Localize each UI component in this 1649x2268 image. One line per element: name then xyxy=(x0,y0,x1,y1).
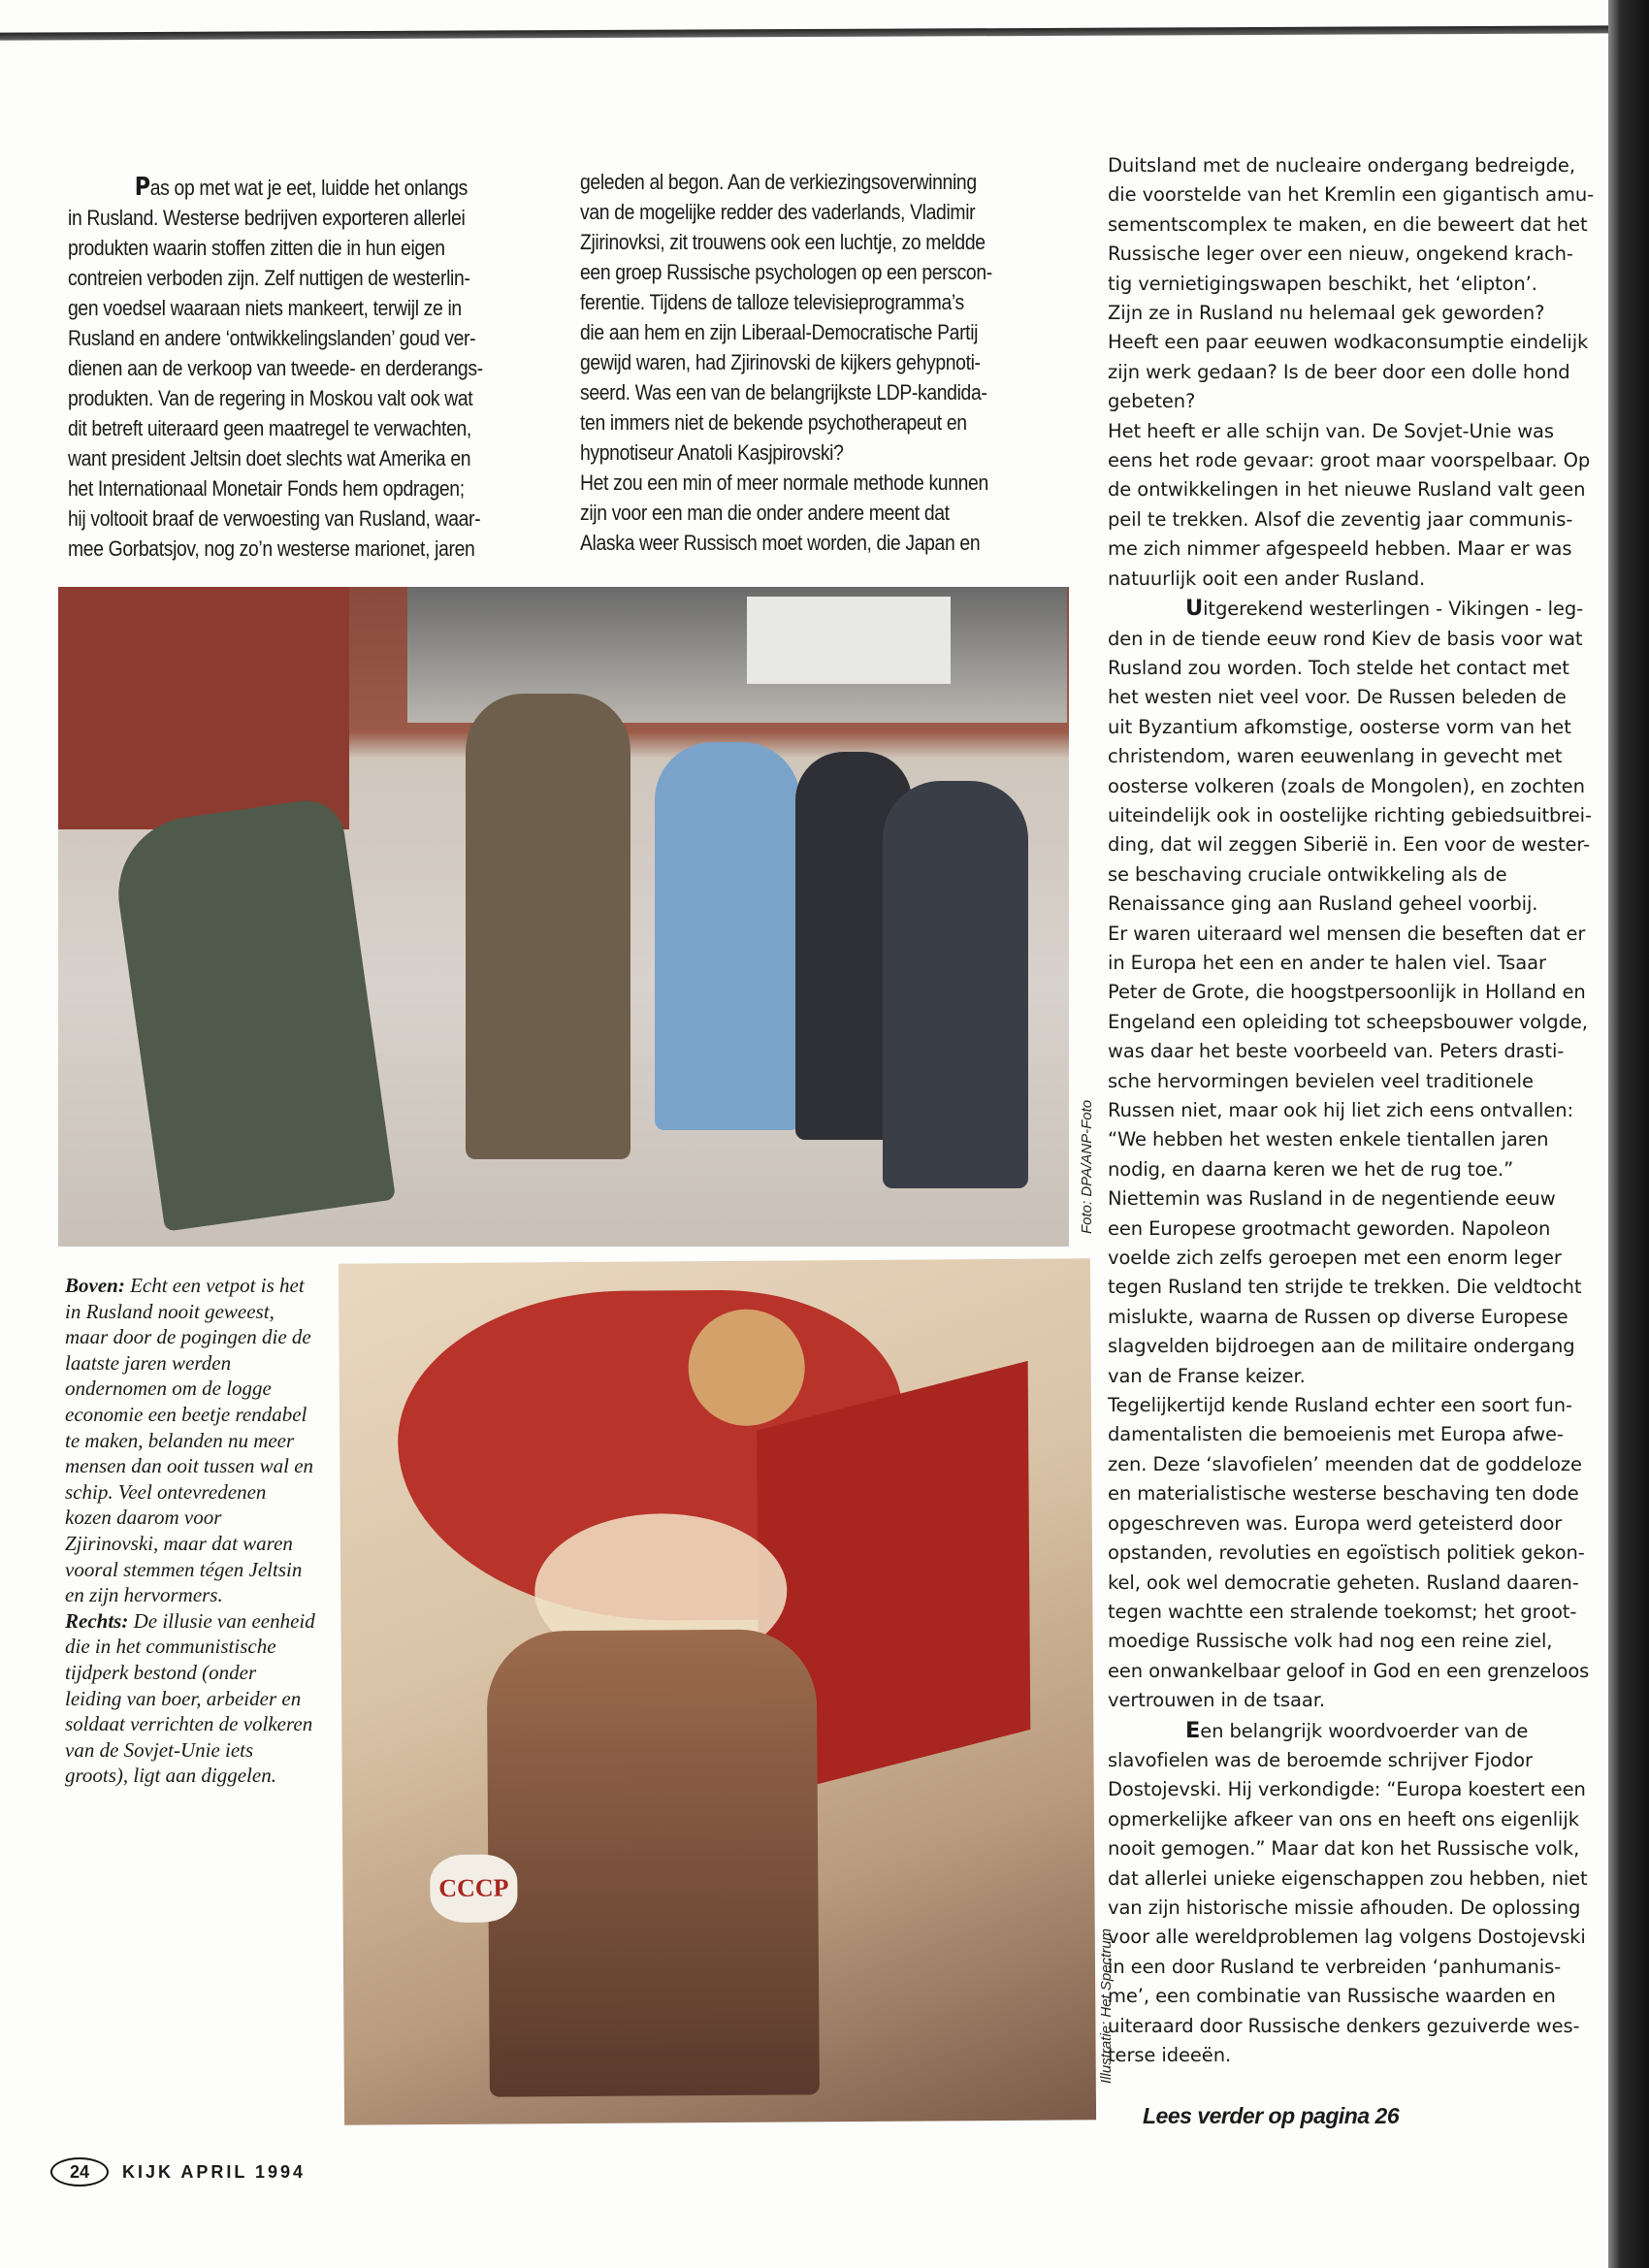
text-line: slagvelden bijdroegen aan de militaire ondergang xyxy=(1108,1335,1575,1358)
text-line xyxy=(1108,1716,1612,1746)
text-line: eens het rode gevaar: groot maar voorspelbaar. Op xyxy=(1108,449,1591,472)
page-footer xyxy=(50,2157,306,2187)
text-line: me zich nimmer afgespeeld hebben. Maar er was xyxy=(1108,537,1572,561)
text-line-rest: en belangrijk woordvoerder van de xyxy=(1200,1719,1529,1742)
text-line: dit betreft uiteraard geen maatregel te verwachten, xyxy=(68,416,471,440)
text-line: gen voedsel waaraan niets mankeert, terwijl ze in xyxy=(68,296,462,320)
text-line: natuurlijk ooit een ander Rusland. xyxy=(1108,567,1426,590)
text-line: voelde zich zelfs geroepen met een enorm leger xyxy=(1108,1247,1562,1270)
text-line xyxy=(68,173,483,203)
text-line: van de mogelijke redder des vaderlands, Vladimir xyxy=(580,200,976,224)
initial-letter: E xyxy=(1185,1717,1201,1743)
text-line: opgeschreven was. Europa werd geteisterd door xyxy=(1108,1511,1563,1535)
caption-label-above: Boven: xyxy=(65,1274,125,1297)
page-edge-shadow xyxy=(1608,0,1649,2268)
text-line: sche hervormingen bevielen veel traditionele xyxy=(1108,1069,1534,1092)
text-line: in Rusland. Westerse bedrijven exporteren allerlei xyxy=(68,206,466,230)
text-line: opmerkelijke afkeer van ons en heeft ons eigenlijk xyxy=(1108,1807,1579,1831)
text-line: het Internationaal Monetair Fonds hem opdragen; xyxy=(68,476,465,501)
text-line: Russische leger over een nieuw, ongekend krach- xyxy=(1108,243,1573,266)
article-column-3 xyxy=(1108,151,1612,2070)
text-line: gewijd waren, had Zjirinovski de kijkers gehypnoti- xyxy=(580,350,981,374)
text-line: een groep Russische psychologen op een perscon- xyxy=(580,260,992,284)
text-line: nodig, en daarna keren we het de rug toe.” xyxy=(1108,1157,1514,1181)
text-line: opstanden, revoluties en egoïstisch politiek gekon- xyxy=(1108,1541,1585,1565)
text-line: Alaska weer Russisch moet worden, die Japan en xyxy=(580,531,981,555)
caption-label-right: Rechts: xyxy=(65,1608,129,1633)
text-line: was daar het beste voorbeeld van. Peters drasti- xyxy=(1108,1040,1565,1063)
photo-caption xyxy=(65,1273,317,1789)
text-line: moedige Russische volk had nog een reine ziel, xyxy=(1108,1630,1553,1653)
text-line: ding, dat wil zeggen Siberië in. Een voor de wester- xyxy=(1108,833,1591,857)
text-line: die aan hem en zijn Liberaal-Democratische Partij xyxy=(580,320,979,344)
text-line: den in de tiende eeuw rond Kiev de basis voor wat xyxy=(1108,627,1583,650)
text-line: Peter de Grote, die hoogstpersoonlijk in Holland en xyxy=(1108,981,1586,1004)
street-photo-moscow xyxy=(58,587,1069,1247)
text-line: mislukte, waarna de Russen op diverse Europese xyxy=(1108,1305,1568,1328)
text-line: vertrouwen in de tsaar. xyxy=(1108,1689,1325,1712)
text-line: sementscomplex te maken, en die beweert dat het xyxy=(1108,212,1588,236)
text-line: damentalisten die bemoeienis met Europa afwe- xyxy=(1108,1423,1564,1446)
initial-letter: P xyxy=(134,173,150,202)
text-line xyxy=(1108,594,1612,624)
text-line-rest: itgerekend westerlingen - Vikingen - leg- xyxy=(1203,598,1584,621)
text-line: Duitsland met de nucleaire ondergang bedreigde, xyxy=(1108,154,1575,177)
text-line: Rusland en andere ‘ontwikkelingslanden’ goud ver- xyxy=(68,326,476,350)
magazine-issue: KIJK APRIL 1994 xyxy=(122,2161,307,2182)
text-line: Niettemin was Rusland in de negentiende eeuw xyxy=(1108,1187,1556,1211)
soviet-propaganda-illustration xyxy=(339,1258,1096,2124)
page-number: 24 xyxy=(50,2157,109,2187)
illustration-credit: Illustratie: Het Spectrum xyxy=(1098,1928,1115,2084)
text-line: zen. Deze ‘slavofielen’ meenden dat de goddeloze xyxy=(1108,1452,1582,1475)
text-line: in Europa het een en ander te halen viel. Tsaar xyxy=(1108,951,1546,974)
text-line: Het heeft er alle schijn van. De Sovjet-Unie was xyxy=(1108,419,1554,442)
text-line: in een door Rusland te verbreiden ‘panhumanis- xyxy=(1108,1955,1562,1978)
text-line: hij voltooit braaf de verwoesting van Rusland, waar- xyxy=(68,506,481,531)
text-line: tegen wachtte een stralende toekomst; het groot- xyxy=(1108,1600,1577,1623)
text-line: dienen aan de verkoop van tweede- en derderangs- xyxy=(68,356,483,380)
text-line: gebeten? xyxy=(1108,390,1196,413)
text-line: hypnotiseur Anatoli Kasjpirovski? xyxy=(580,440,844,465)
caption-text-above: Echt een vetpot is het in Rusland nooit geweest, maar door de pogingen die de laatste jaren werden ondernomen om de logge economie een beetje rendabel te maken, belanden nu meer mensen dan ooit tussen wal en schip. Veel ontevredenen kozen daarom voor Zjirinovski, maar dat waren vooral stemmen tégen Jeltsin en zijn hervormers. xyxy=(65,1274,314,1607)
text-line: uiteindelijk ook in oostelijke richting gebiedsuitbrei- xyxy=(1108,803,1592,826)
text-line: zijn werk gedaan? Is de beer door een dolle hond xyxy=(1108,360,1570,383)
text-line: christendom, waren eeuwenlang in gevecht met xyxy=(1108,745,1563,768)
text-line: geleden al begon. Aan de verkiezingsoverwinning xyxy=(580,170,977,194)
text-line: Er waren uiteraard wel mensen die beseften dat er xyxy=(1108,922,1586,945)
text-line: uit Byzantium afkomstige, oosterse vorm van het xyxy=(1108,715,1571,738)
text-line: het westen niet veel voor. De Russen beleden de xyxy=(1108,686,1567,709)
text-line: Tegelijkertijd kende Rusland echter een soort fun- xyxy=(1108,1394,1572,1417)
text-line: se beschaving cruciale ontwikkeling als de xyxy=(1108,862,1507,886)
text-line: Zijn ze in Rusland nu helemaal gek geworden? xyxy=(1108,302,1545,325)
text-line: me’, een combinatie van Russische waarden en xyxy=(1108,1985,1556,2008)
text-line: Russen niet, maar ook hij liet zich eens ontvallen: xyxy=(1108,1099,1573,1121)
text-line: tig vernietigingswapen beschikt, het ‘elipton’. xyxy=(1108,272,1537,295)
text-line: oosterse volkeren (zoals de Mongolen), en zochten xyxy=(1108,774,1585,797)
text-line: en materialistische westerse beschaving ten dode xyxy=(1108,1482,1579,1506)
text-line: peil te trekken. Alsof die zeventig jaar communis- xyxy=(1108,507,1573,531)
text-line: contreien verboden zijn. Zelf nuttigen de westerlin- xyxy=(68,266,470,290)
text-line: uiteraard door Russische denkers gezuiverde wes- xyxy=(1108,2014,1580,2037)
text-line: Engeland een opleiding tot scheepsbouwer volgde, xyxy=(1108,1010,1588,1033)
text-line: ten immers niet de bekende psychotherapeut en xyxy=(580,410,967,435)
text-line: Heeft een paar eeuwen wodkaconsumptie eindelijk xyxy=(1108,331,1589,354)
photo-credit: Foto: DPA/ANP-Foto xyxy=(1079,1099,1095,1234)
text-line: terse ideeën. xyxy=(1108,2044,1232,2066)
cccp-banner: CCCP xyxy=(430,1854,517,1923)
text-line: “We hebben het westen enkele tientallen jaren xyxy=(1108,1128,1549,1151)
text-line: die voorstelde van het Kremlin een gigantisch amu- xyxy=(1108,183,1595,207)
text-line: van de Franse keizer. xyxy=(1108,1364,1306,1387)
continue-note: Lees verder op pagina 26 xyxy=(1143,2103,1400,2128)
text-line: voor alle wereldproblemen lag volgens Dostojevski xyxy=(1108,1926,1586,1949)
text-line: seerd. Was een van de belangrijkste LDP-kandida- xyxy=(580,380,987,405)
text-line: Rusland zou worden. Toch stelde het contact met xyxy=(1108,656,1569,679)
text-line: produkten waarin stoffen zitten die in hun eigen xyxy=(68,236,445,260)
text-line: tegen Rusland ten strijde te trekken. Die veldtocht xyxy=(1108,1276,1582,1299)
text-line: een Europese grootmacht geworden. Napoleon xyxy=(1108,1216,1551,1240)
text-line: produkten. Van de regering in Moskou valt ook wat xyxy=(68,386,473,410)
text-line: ferentie. Tijdens de talloze televisieprogramma’s xyxy=(580,290,964,314)
text-line: van zijn historische missie afhouden. De oplossing xyxy=(1108,1895,1581,1919)
text-line: nooit gemogen.” Maar dat kon het Russische volk, xyxy=(1108,1837,1580,1861)
initial-letter: U xyxy=(1185,596,1204,622)
article-column-1 xyxy=(68,173,483,564)
text-line-rest: as op met wat je eet, luidde het onlangs xyxy=(149,176,469,200)
article-column-2 xyxy=(580,167,992,558)
text-line: Dostojevski. Hij verkondigde: “Europa koestert een xyxy=(1108,1778,1586,1801)
text-line: zijn voor een man die onder andere meent dat xyxy=(580,501,950,525)
text-line: de ontwikkelingen in het nieuwe Rusland valt geen xyxy=(1108,478,1586,502)
text-line: een onwankelbaar geloof in God en een grenzeloos xyxy=(1108,1659,1590,1682)
text-line: Renaissance ging aan Rusland geheel voorbij. xyxy=(1108,892,1538,916)
text-line: want president Jeltsin doet slechts wat Amerika en xyxy=(68,446,471,470)
text-line: kel, ook wel democratie geheten. Rusland daaren- xyxy=(1108,1571,1579,1594)
text-line: slavofielen was de beroemde schrijver Fjodor xyxy=(1108,1748,1533,1771)
caption-text-right: De illusie van eenheid die in het communistische tijdperk bestond (onder leiding van boer, arbeider en soldaat verrichten de volkeren van de Sovjet-Unie iets groots), ligt aan diggelen. xyxy=(65,1608,315,1788)
text-line: Zjirinovksi, zit trouwens ook een luchtje, zo meldde xyxy=(580,230,986,254)
text-line: dat allerlei unieke eigenschappen zou hebben, niet xyxy=(1108,1866,1588,1890)
text-line: Het zou een min of meer normale methode kunnen xyxy=(580,470,988,495)
top-rule xyxy=(0,25,1610,40)
text-line: mee Gorbatsjov, nog zo’n westerse marionet, jaren xyxy=(68,536,475,561)
